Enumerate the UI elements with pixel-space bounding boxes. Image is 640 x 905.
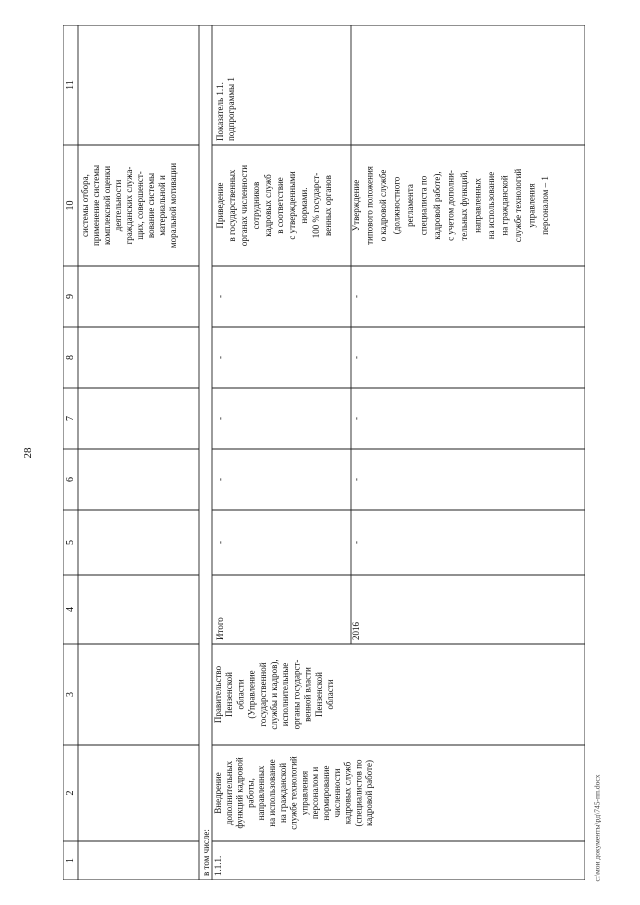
header-number-5-line: 5 — [65, 540, 76, 545]
year-result-text-line: тельных функций, — [459, 170, 469, 241]
total-cell-col7 — [215, 417, 225, 420]
year-cell-col5-line: - — [351, 541, 361, 544]
header-number-7 — [65, 416, 76, 421]
item-description — [213, 756, 374, 830]
year-cell-col6-line: - — [351, 478, 361, 481]
year-result-text-line: регламента — [405, 184, 415, 227]
item-executor-line: государственной — [257, 662, 268, 727]
header-number-6-line: 6 — [65, 477, 76, 482]
header-number-6 — [65, 477, 76, 482]
header-number-4-line: 4 — [65, 607, 76, 612]
year-label-line: 2016 — [351, 622, 361, 640]
document-table — [63, 25, 585, 880]
total-label-line: Итого — [215, 617, 225, 640]
year-cell-col7 — [351, 417, 361, 420]
subheading-text-line: в том числе: — [201, 829, 211, 876]
year-cell-col8 — [351, 356, 361, 359]
year-cell-col8-line: - — [351, 356, 361, 359]
header-number-10-line: 10 — [65, 200, 76, 211]
year-result-text-line: службе технологий — [513, 168, 523, 243]
header-number-11 — [65, 80, 76, 90]
continuation-col10-text-line: щих, совершенст- — [135, 171, 145, 240]
year-result-text-line: на гражданской — [499, 175, 510, 236]
item-description-line: Внедрение — [213, 772, 223, 814]
header-number-5 — [65, 540, 76, 545]
year-result-text-line: на использование — [486, 171, 496, 240]
total-cell-col8-line: - — [215, 356, 225, 359]
year-result-text-line: (должностного — [391, 176, 402, 235]
total-result-text — [215, 165, 333, 246]
item-executor-line: (Управление — [246, 670, 257, 719]
header-number-9 — [65, 294, 76, 299]
header-number-1 — [65, 858, 76, 863]
continuation-col10-text — [80, 163, 178, 248]
header-number-7-line: 7 — [65, 416, 76, 421]
item-description-line: на использование — [267, 759, 277, 827]
header-number-8 — [65, 355, 76, 360]
header-number-9-line: 9 — [65, 294, 76, 299]
continuation-col10-text-line: материальной и — [157, 175, 167, 236]
header-number-2 — [65, 791, 76, 796]
continuation-col10-text-line: гражданских служа- — [124, 166, 134, 245]
total-cell-col5 — [215, 541, 225, 544]
total-indicator-text-line: Показатель 1.1. — [215, 82, 225, 141]
total-label — [215, 617, 225, 640]
total-result-text-line: в соответствие — [275, 177, 285, 234]
year-result-text-line: управления — [526, 183, 537, 228]
subheading-text — [201, 829, 211, 876]
year-cell-col6 — [351, 478, 361, 481]
total-indicator-text-line: подпрограммы 1 — [226, 77, 236, 141]
total-cell-col9 — [215, 295, 225, 298]
year-result-text-line: Утверждение — [351, 179, 361, 232]
header-number-8-line: 8 — [65, 355, 76, 360]
item-executor — [213, 659, 335, 729]
total-result-text-line: венных органов — [323, 175, 333, 236]
year-label — [351, 622, 361, 641]
item-number — [213, 856, 223, 876]
header-number-3 — [65, 692, 76, 697]
year-cell-col9-line: - — [351, 295, 361, 298]
item-description-line: службе технологий — [288, 756, 299, 830]
total-result-text-line: в государственных — [227, 169, 237, 242]
year-result-text-line: персоналом – 1 — [540, 176, 550, 235]
total-result-text-line: сотрудников — [251, 181, 261, 230]
continuation-col10-text-line: деятельности — [113, 179, 123, 232]
footer-file-path: c:\мои документы\рд\745-пп.docx — [592, 774, 602, 882]
item-description-line: управления — [299, 770, 310, 816]
total-result-text-line: 100 % государст- — [311, 172, 321, 239]
item-description-line: функций кадровой — [234, 757, 245, 829]
total-cell-col5-line: - — [215, 541, 225, 544]
item-description-line: персоналом и — [310, 766, 321, 820]
year-result-text-line: кадровой работе), — [432, 171, 442, 240]
total-cell-col6 — [215, 478, 225, 481]
header-number-3-line: 3 — [65, 692, 76, 697]
item-executor-line: исполнительные — [280, 662, 291, 727]
year-cell-col7-line: - — [351, 417, 361, 420]
year-cell-col9 — [351, 295, 361, 298]
total-result-text-line: нормами. — [299, 187, 309, 224]
total-indicator-text — [215, 77, 236, 141]
continuation-col10-text-line: комплексной оценки — [102, 165, 112, 246]
header-number-11-line: 11 — [65, 80, 76, 90]
item-description-line: направленных — [256, 765, 267, 821]
total-cell-col9-line: - — [215, 295, 225, 298]
item-description-line: численности — [331, 768, 342, 818]
total-cell-col8 — [215, 356, 225, 359]
item-executor-line: венной власти — [302, 667, 313, 722]
year-result-text-line: специалиста по — [418, 175, 429, 236]
item-description-line: работы, — [245, 778, 256, 808]
year-result-text-line: направленных — [472, 178, 483, 233]
header-number-4 — [65, 607, 76, 612]
total-cell-col6-line: - — [215, 478, 225, 481]
item-description-line: (специалистов по — [353, 759, 364, 827]
item-number-line: 1.1.1. — [213, 855, 223, 876]
year-result-text-line: с учетом дополни- — [445, 170, 456, 241]
continuation-col10-text-line: вование системы — [146, 172, 156, 239]
header-number-10 — [65, 201, 76, 211]
item-executor-line: Правительство — [213, 665, 223, 724]
year-result-text-line: о кадровой службе — [378, 169, 388, 242]
continuation-col10-text-line: системы отбора, — [80, 174, 90, 237]
total-cell-col7-line: - — [215, 417, 225, 420]
item-executor-line: области — [325, 679, 335, 710]
header-number-2-line: 2 — [65, 790, 76, 796]
total-result-text-line: с утвержденными — [287, 171, 297, 240]
page-number: 28 — [22, 447, 34, 459]
item-description-line: на гражданской — [277, 762, 288, 824]
item-executor-line: органы государст- — [291, 659, 302, 730]
header-number-1-line: 1 — [65, 858, 76, 863]
continuation-col10-text-line: моральной мотивации — [168, 162, 178, 249]
total-result-text-line: Приведение — [215, 182, 225, 229]
item-executor-line: области — [235, 679, 246, 710]
item-description-line: дополнительных — [223, 760, 234, 826]
year-result-text — [351, 166, 550, 245]
year-cell-col5 — [351, 541, 361, 544]
total-result-text-line: органах численности — [239, 164, 249, 247]
item-description-line: нормирование — [321, 765, 331, 821]
item-executor-line: службы и кадров), — [269, 659, 279, 730]
total-result-text-line: кадровых служб — [263, 174, 273, 237]
continuation-col10-text-line: применение системы — [91, 165, 101, 246]
item-description-line: кадровой работе) — [364, 760, 375, 826]
item-executor-line: Пензенской — [313, 672, 324, 717]
year-result-text-line: типового положения — [364, 166, 375, 245]
item-description-line: кадровых служб — [342, 761, 353, 825]
item-executor-line: Пензенской — [224, 672, 235, 717]
